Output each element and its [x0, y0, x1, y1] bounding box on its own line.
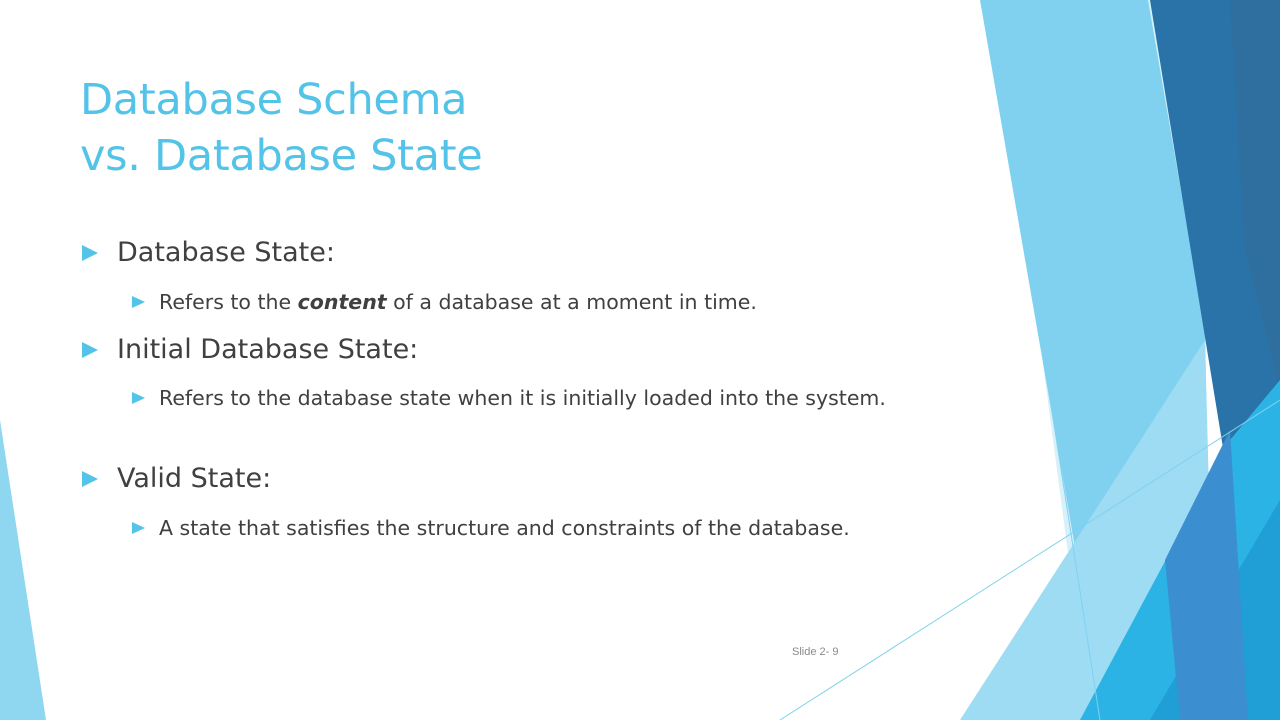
slide-title — [80, 72, 482, 184]
slide-number: Slide 2- 9 — [792, 646, 839, 658]
sub-bullet-text — [159, 286, 952, 318]
bullet-label: Database State: — [117, 237, 335, 268]
bullet-label: Initial Database State: — [117, 334, 419, 365]
left-edge-shape — [0, 420, 46, 720]
sub-bullet-database-state — [132, 286, 952, 318]
sub-bullet-emphasis: content — [297, 290, 387, 314]
sub-bullet-text: Refers to the database state when it is initially loaded into the system. — [159, 386, 886, 410]
sub-bullet-text: A state that satisfies the structure and constraints of the database. — [159, 516, 850, 540]
sub-bullet-arrow-icon — [132, 392, 145, 404]
sub-bullet-initial-database-state — [132, 382, 952, 414]
bullet-arrow-icon — [82, 245, 98, 261]
bullet-database-state — [82, 236, 335, 270]
sub-bullet-arrow-icon — [132, 522, 145, 534]
bullet-initial-database-state — [82, 333, 418, 367]
sub-bullet-text-before: Refers to the — [159, 290, 298, 314]
bullet-arrow-icon — [82, 471, 98, 487]
sub-bullet-text-after: of a database at a moment in time. — [386, 290, 757, 314]
bullet-valid-state — [82, 462, 271, 496]
title-line-1: Database Schema — [80, 75, 468, 125]
sub-bullet-valid-state — [132, 512, 952, 544]
bullet-label: Valid State: — [117, 463, 272, 494]
title-line-2: vs. Database State — [80, 131, 483, 181]
bullet-arrow-icon — [82, 342, 98, 358]
sub-bullet-arrow-icon — [132, 296, 145, 308]
